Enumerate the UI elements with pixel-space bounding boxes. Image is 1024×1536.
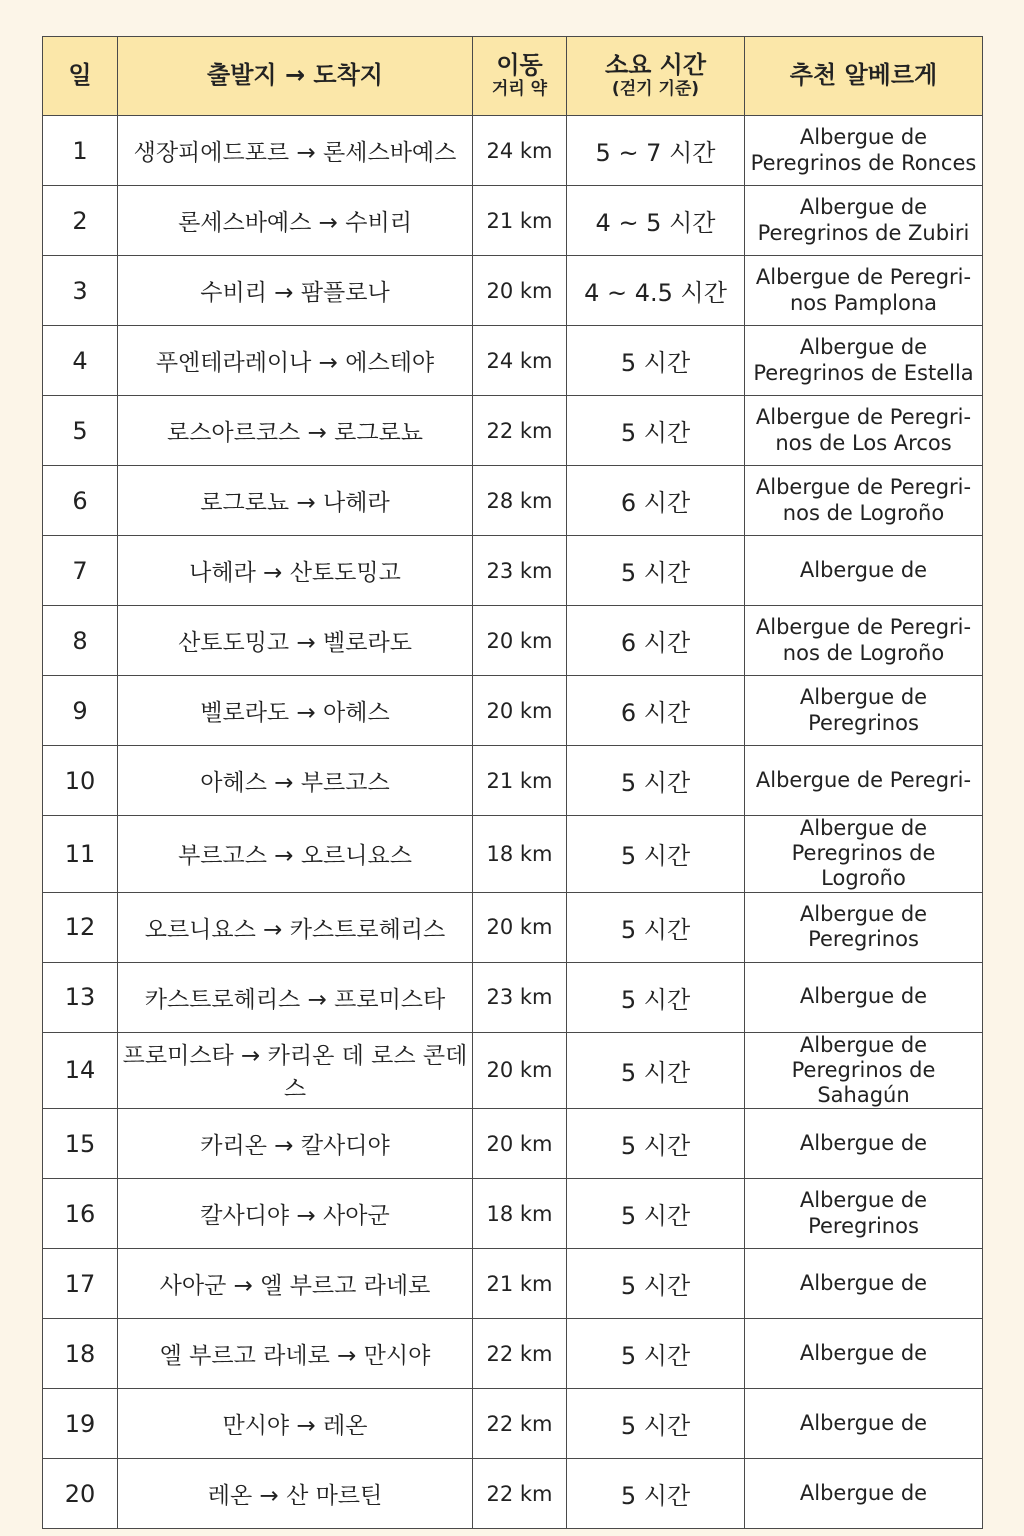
route-cell: 벨로라도 → 아헤스 bbox=[118, 676, 473, 746]
table-row bbox=[43, 816, 983, 893]
header-albergue: 추천 알베르게 bbox=[745, 37, 983, 116]
albergue-line: Albergue de bbox=[799, 335, 928, 360]
day-cell: 8 bbox=[43, 606, 118, 676]
albergue-cell bbox=[745, 1032, 983, 1109]
distance-cell: 21 km bbox=[473, 186, 567, 256]
albergue-line: nos de Los Arcos bbox=[775, 430, 952, 455]
day-cell: 17 bbox=[43, 1249, 118, 1319]
header-route: 출발지 → 도착지 bbox=[118, 37, 473, 116]
distance-cell: 23 km bbox=[473, 536, 567, 606]
route-cell: 오르니요스 → 카스트로헤리스 bbox=[118, 892, 473, 962]
route-cell: 로그로뇨 → 나헤라 bbox=[118, 466, 473, 536]
route-cell: 칼사디야 → 사아군 bbox=[118, 1179, 473, 1249]
albergue-line: Albergue de Peregrinos bbox=[799, 685, 928, 735]
distance-cell: 22 km bbox=[473, 1319, 567, 1389]
table-row bbox=[43, 746, 983, 816]
albergue-line: Peregrinos bbox=[808, 1213, 919, 1238]
time-cell: 5 시간 bbox=[567, 1109, 745, 1179]
route-cell: 푸엔테라레이나 → 에스테야 bbox=[118, 326, 473, 396]
albergue-cell bbox=[745, 326, 983, 396]
albergue-cell bbox=[745, 256, 983, 326]
albergue-line: Peregrinos de Zubiri bbox=[757, 220, 970, 245]
table-row bbox=[43, 1319, 983, 1389]
albergue-line: Albergue de bbox=[799, 195, 928, 220]
albergue-cell bbox=[745, 186, 983, 256]
route-cell: 론세스바예스 → 수비리 bbox=[118, 186, 473, 256]
header-distance-label: 이동 bbox=[496, 51, 543, 80]
table-row bbox=[43, 1389, 983, 1459]
distance-cell: 20 km bbox=[473, 606, 567, 676]
time-cell: 5 시간 bbox=[567, 1249, 745, 1319]
distance-cell: 18 km bbox=[473, 816, 567, 893]
day-cell: 12 bbox=[43, 892, 118, 962]
distance-cell: 20 km bbox=[473, 1032, 567, 1109]
time-cell: 4 ~ 4.5 시간 bbox=[567, 256, 745, 326]
albergue-cell bbox=[745, 1459, 983, 1529]
distance-cell: 20 km bbox=[473, 676, 567, 746]
distance-cell: 24 km bbox=[473, 116, 567, 186]
time-cell: 4 ~ 5 시간 bbox=[567, 186, 745, 256]
albergue-line: Peregrinos de Estella bbox=[753, 360, 974, 385]
table-row bbox=[43, 116, 983, 186]
header-time bbox=[567, 37, 745, 116]
day-cell: 16 bbox=[43, 1179, 118, 1249]
itinerary-table-wrapper bbox=[42, 36, 982, 1529]
table-body bbox=[43, 116, 983, 1529]
albergue-line: Albergue de Peregri- bbox=[755, 475, 972, 500]
day-cell: 10 bbox=[43, 746, 118, 816]
route-cell: 엘 부르고 라네로 → 만시야 bbox=[118, 1319, 473, 1389]
day-cell: 20 bbox=[43, 1459, 118, 1529]
day-cell: 5 bbox=[43, 396, 118, 466]
header-distance-sub: 거리 약 bbox=[491, 79, 548, 100]
header-distance bbox=[473, 37, 567, 116]
albergue-line: Albergue de bbox=[799, 1188, 928, 1213]
albergue-cell bbox=[745, 606, 983, 676]
time-cell: 5 시간 bbox=[567, 396, 745, 466]
time-cell: 6 시간 bbox=[567, 676, 745, 746]
albergue-cell bbox=[745, 116, 983, 186]
table-row bbox=[43, 606, 983, 676]
table-row bbox=[43, 256, 983, 326]
albergue-cell bbox=[745, 536, 983, 606]
table-row bbox=[43, 676, 983, 746]
route-cell: 부르고스 → 오르니요스 bbox=[118, 816, 473, 893]
albergue-cell bbox=[745, 892, 983, 962]
time-cell: 5 시간 bbox=[567, 892, 745, 962]
albergue-line: nos Pamplona bbox=[789, 290, 937, 315]
albergue-cell bbox=[745, 1179, 983, 1249]
day-cell: 1 bbox=[43, 116, 118, 186]
albergue-line: nos de Logroño bbox=[782, 500, 945, 525]
albergue-cell bbox=[745, 962, 983, 1032]
albergue-line: Albergue de bbox=[799, 1341, 928, 1366]
time-cell: 6 시간 bbox=[567, 606, 745, 676]
distance-cell: 20 km bbox=[473, 892, 567, 962]
day-cell: 15 bbox=[43, 1109, 118, 1179]
header-time-sub: (걷기 기준) bbox=[611, 79, 700, 100]
time-cell: 5 시간 bbox=[567, 746, 745, 816]
table-row bbox=[43, 326, 983, 396]
table-row bbox=[43, 1249, 983, 1319]
albergue-line: Albergue de Peregri- bbox=[755, 405, 972, 430]
time-cell: 5 ~ 7 시간 bbox=[567, 116, 745, 186]
table-row bbox=[43, 186, 983, 256]
albergue-cell bbox=[745, 816, 983, 893]
albergue-line: Peregrinos de Sahagún bbox=[791, 1057, 936, 1107]
itinerary-table bbox=[42, 36, 983, 1529]
time-cell: 5 시간 bbox=[567, 536, 745, 606]
albergue-line: Albergue de bbox=[799, 125, 928, 150]
day-cell: 11 bbox=[43, 816, 118, 893]
albergue-line: Albergue de bbox=[799, 816, 928, 840]
time-cell: 5 시간 bbox=[567, 1459, 745, 1529]
albergue-cell bbox=[745, 746, 983, 816]
distance-cell: 24 km bbox=[473, 326, 567, 396]
table-row bbox=[43, 1459, 983, 1529]
distance-cell: 18 km bbox=[473, 1179, 567, 1249]
albergue-line: nos de Logroño bbox=[782, 640, 945, 665]
albergue-cell bbox=[745, 396, 983, 466]
time-cell: 5 시간 bbox=[567, 1032, 745, 1109]
day-cell: 13 bbox=[43, 962, 118, 1032]
table-header bbox=[43, 37, 983, 116]
time-cell: 5 시간 bbox=[567, 1389, 745, 1459]
time-cell: 5 시간 bbox=[567, 1179, 745, 1249]
route-cell: 로스아르코스 → 로그로뇨 bbox=[118, 396, 473, 466]
albergue-line: Albergue de Peregri- bbox=[755, 615, 972, 640]
albergue-cell bbox=[745, 1319, 983, 1389]
distance-cell: 22 km bbox=[473, 1459, 567, 1529]
table-row bbox=[43, 962, 983, 1032]
route-cell: 카리온 → 칼사디야 bbox=[118, 1109, 473, 1179]
table-row bbox=[43, 892, 983, 962]
table-row bbox=[43, 1032, 983, 1109]
albergue-line: Albergue de bbox=[799, 1411, 928, 1436]
albergue-cell bbox=[745, 1249, 983, 1319]
albergue-cell bbox=[745, 466, 983, 536]
distance-cell: 22 km bbox=[473, 396, 567, 466]
route-cell: 프로미스타 → 카리온 데 로스 콘데스 bbox=[118, 1032, 473, 1109]
day-cell: 6 bbox=[43, 466, 118, 536]
albergue-cell bbox=[745, 1389, 983, 1459]
albergue-line: Peregrinos de Logroño bbox=[791, 841, 936, 891]
albergue-line: Peregrinos de Ronces bbox=[750, 150, 977, 175]
day-cell: 4 bbox=[43, 326, 118, 396]
time-cell: 5 시간 bbox=[567, 816, 745, 893]
time-cell: 5 시간 bbox=[567, 962, 745, 1032]
header-row bbox=[43, 37, 983, 116]
table-row bbox=[43, 1109, 983, 1179]
route-cell: 수비리 → 팜플로나 bbox=[118, 256, 473, 326]
distance-cell: 21 km bbox=[473, 746, 567, 816]
time-cell: 5 시간 bbox=[567, 1319, 745, 1389]
route-cell: 레온 → 산 마르틴 bbox=[118, 1459, 473, 1529]
albergue-line: Albergue de Peregrinos bbox=[799, 901, 928, 952]
day-cell: 3 bbox=[43, 256, 118, 326]
table-row bbox=[43, 1179, 983, 1249]
table-row bbox=[43, 396, 983, 466]
header-time-label: 소요 시간 bbox=[604, 51, 707, 80]
albergue-cell bbox=[745, 676, 983, 746]
distance-cell: 20 km bbox=[473, 1109, 567, 1179]
table-row bbox=[43, 466, 983, 536]
albergue-line: Albergue de Peregri- bbox=[755, 767, 972, 792]
route-cell: 아헤스 → 부르고스 bbox=[118, 746, 473, 816]
route-cell: 사아군 → 엘 부르고 라네로 bbox=[118, 1249, 473, 1319]
albergue-cell bbox=[745, 1109, 983, 1179]
albergue-line: Albergue de bbox=[799, 1032, 928, 1057]
day-cell: 7 bbox=[43, 536, 118, 606]
day-cell: 9 bbox=[43, 676, 118, 746]
header-day: 일 bbox=[43, 37, 118, 116]
albergue-line: Albergue de bbox=[799, 557, 928, 582]
route-cell: 만시야 → 레온 bbox=[118, 1389, 473, 1459]
distance-cell: 20 km bbox=[473, 256, 567, 326]
distance-cell: 22 km bbox=[473, 1389, 567, 1459]
day-cell: 14 bbox=[43, 1032, 118, 1109]
distance-cell: 23 km bbox=[473, 962, 567, 1032]
distance-cell: 28 km bbox=[473, 466, 567, 536]
distance-cell: 21 km bbox=[473, 1249, 567, 1319]
day-cell: 19 bbox=[43, 1389, 118, 1459]
table-row bbox=[43, 536, 983, 606]
route-cell: 생장피에드포르 → 론세스바예스 bbox=[118, 116, 473, 186]
day-cell: 18 bbox=[43, 1319, 118, 1389]
time-cell: 6 시간 bbox=[567, 466, 745, 536]
time-cell: 5 시간 bbox=[567, 326, 745, 396]
route-cell: 나헤라 → 산토도밍고 bbox=[118, 536, 473, 606]
albergue-line: Albergue de bbox=[799, 1271, 928, 1296]
route-cell: 산토도밍고 → 벨로라도 bbox=[118, 606, 473, 676]
day-cell: 2 bbox=[43, 186, 118, 256]
route-cell: 카스트로헤리스 → 프로미스타 bbox=[118, 962, 473, 1032]
albergue-line: Albergue de Peregri- bbox=[755, 265, 972, 290]
albergue-line: Albergue de bbox=[799, 1481, 928, 1506]
albergue-line: Albergue de bbox=[799, 1131, 928, 1156]
albergue-line: Albergue de bbox=[799, 984, 928, 1009]
